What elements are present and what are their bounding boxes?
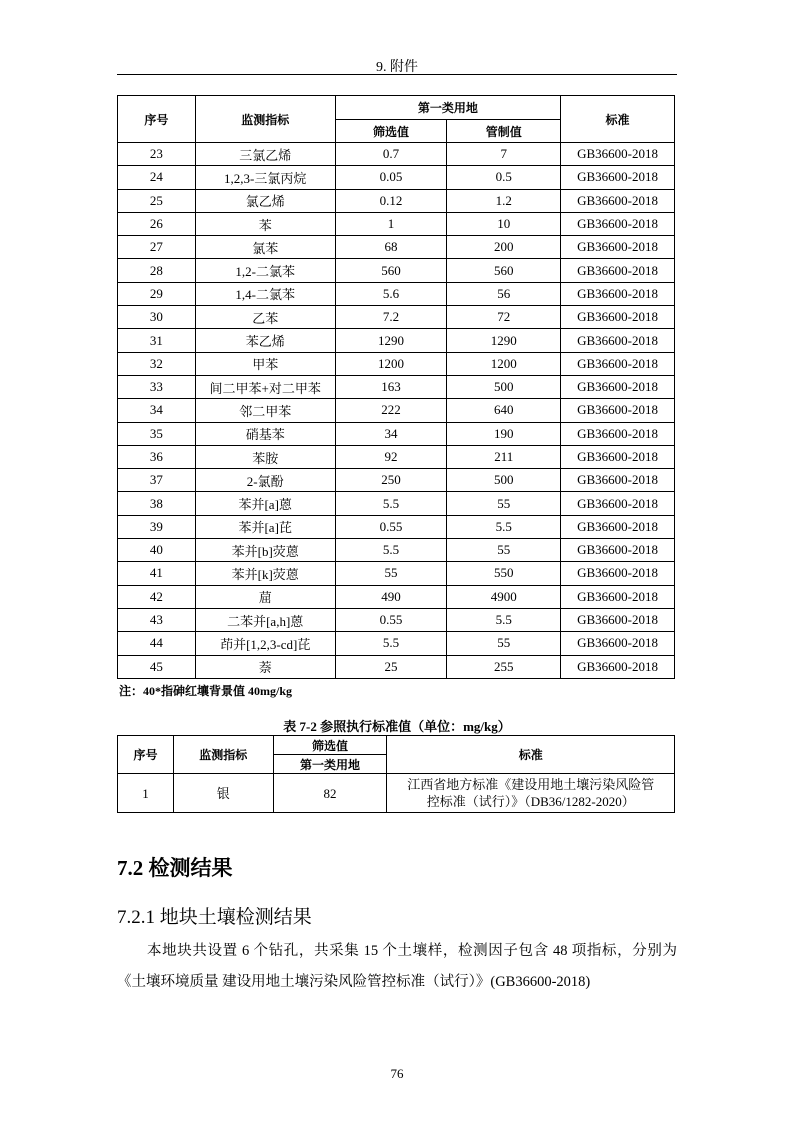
cell-control: 211	[447, 445, 561, 468]
cell-screening: 1	[335, 212, 447, 235]
cell-indicator: 苯胺	[195, 445, 335, 468]
section-title: 7.2 检测结果	[117, 856, 233, 880]
cell-control: 200	[447, 236, 561, 259]
cell-no: 26	[118, 212, 196, 235]
cell-no: 25	[118, 189, 196, 212]
table-row	[118, 352, 675, 375]
cell-control: 255	[447, 655, 561, 678]
cell-control: 5.5	[447, 608, 561, 631]
cell-indicator: 1,4-二氯苯	[195, 282, 335, 305]
table-caption: 表 7-2 参照执行标准值（单位：mg/kg）	[283, 719, 511, 734]
cell-screening: 0.55	[335, 608, 447, 631]
t2-header-indicator: 监测指标	[173, 736, 273, 774]
cell-no: 35	[118, 422, 196, 445]
table-row	[118, 562, 675, 585]
t2-header-land-class: 第一类用地	[273, 755, 387, 774]
cell-control: 56	[447, 282, 561, 305]
table-row	[118, 282, 675, 305]
cell-control: 55	[447, 492, 561, 515]
cell-standard: GB36600-2018	[561, 259, 675, 282]
cell-control: 4900	[447, 585, 561, 608]
cell-standard: GB36600-2018	[561, 539, 675, 562]
cell-standard: GB36600-2018	[561, 236, 675, 259]
cell-no: 37	[118, 469, 196, 492]
table-row	[118, 259, 675, 282]
t2-header-screening: 筛选值	[273, 736, 387, 755]
cell-control: 72	[447, 306, 561, 329]
cell-standard: GB36600-2018	[561, 492, 675, 515]
cell-control: 10	[447, 212, 561, 235]
cell-control: 500	[447, 469, 561, 492]
cell-screening: 5.6	[335, 282, 447, 305]
cell-standard: GB36600-2018	[561, 166, 675, 189]
header-rule	[117, 74, 677, 75]
cell-no: 33	[118, 375, 196, 398]
cell-indicator: 2-氯酚	[195, 469, 335, 492]
cell-indicator: 氯乙烯	[195, 189, 335, 212]
cell-indicator: 䓛	[195, 585, 335, 608]
cell-standard: GB36600-2018	[561, 445, 675, 468]
cell-no: 38	[118, 492, 196, 515]
cell-standard: GB36600-2018	[561, 469, 675, 492]
cell-screening: 25	[335, 655, 447, 678]
cell-indicator: 邻二甲苯	[195, 399, 335, 422]
cell-standard: GB36600-2018	[561, 632, 675, 655]
cell-no: 44	[118, 632, 196, 655]
cell-standard: GB36600-2018	[561, 655, 675, 678]
cell-indicator: 苯并[b]荧蒽	[195, 539, 335, 562]
cell-no: 23	[118, 143, 196, 166]
t2-header-standard: 标准	[387, 736, 675, 774]
cell-screening: 5.5	[335, 632, 447, 655]
cell-standard: GB36600-2018	[561, 422, 675, 445]
cell-no: 45	[118, 655, 196, 678]
cell-no: 43	[118, 608, 196, 631]
cell-screening: 560	[335, 259, 447, 282]
cell-no: 24	[118, 166, 196, 189]
cell-indicator: 二苯并[a,h]蒽	[195, 608, 335, 631]
table-row	[118, 143, 675, 166]
body-paragraph: 本地块共设置 6 个钻孔，共采集 15 个土壤样，检测因子包含 48 项指标，分别为《土壤环境质量 建设用地土壤污染风险管控标准（试行）》(GB36600-2018)	[117, 943, 677, 990]
cell-indicator: 氯苯	[195, 236, 335, 259]
standards-table	[117, 95, 675, 679]
cell-standard: GB36600-2018	[561, 352, 675, 375]
cell-control: 190	[447, 422, 561, 445]
table-row	[118, 189, 675, 212]
cell-screening: 34	[335, 422, 447, 445]
table-row	[118, 774, 675, 813]
cell-screening: 7.2	[335, 306, 447, 329]
table-row	[118, 469, 675, 492]
cell-no: 28	[118, 259, 196, 282]
table-row	[118, 399, 675, 422]
cell-no: 39	[118, 515, 196, 538]
cell-screening: 68	[335, 236, 447, 259]
header-control: 管制值	[447, 120, 561, 143]
cell-indicator: 乙苯	[195, 306, 335, 329]
cell-standard: 江西省地方标准《建设用地土壤污染风险管控标准（试行）》（DB36/1282-2020）	[387, 774, 675, 813]
table-row	[118, 329, 675, 352]
header-standard: 标准	[561, 96, 675, 143]
cell-control: 5.5	[447, 515, 561, 538]
cell-standard: GB36600-2018	[561, 375, 675, 398]
cell-screening: 5.5	[335, 539, 447, 562]
table-note: 注：40*指砷红壤背景值 40mg/kg	[119, 684, 293, 698]
reference-standard-table	[117, 735, 675, 813]
cell-indicator: 苯乙烯	[195, 329, 335, 352]
cell-screening: 250	[335, 469, 447, 492]
cell-no: 31	[118, 329, 196, 352]
table-row	[118, 515, 675, 538]
table-row	[118, 375, 675, 398]
table-row	[118, 166, 675, 189]
cell-screening: 0.05	[335, 166, 447, 189]
cell-indicator: 苯并[k]荧蒽	[195, 562, 335, 585]
t2-header-no: 序号	[118, 736, 174, 774]
cell-indicator: 1,2,3-三氯丙烷	[195, 166, 335, 189]
table-row	[118, 632, 675, 655]
table-row	[118, 236, 675, 259]
cell-screening: 222	[335, 399, 447, 422]
table-row	[118, 655, 675, 678]
cell-screening: 92	[335, 445, 447, 468]
table-row	[118, 422, 675, 445]
cell-no: 36	[118, 445, 196, 468]
cell-control: 1.2	[447, 189, 561, 212]
cell-control: 640	[447, 399, 561, 422]
cell-standard: GB36600-2018	[561, 608, 675, 631]
cell-indicator: 硝基苯	[195, 422, 335, 445]
cell-standard: GB36600-2018	[561, 306, 675, 329]
cell-screening: 0.12	[335, 189, 447, 212]
cell-control: 1290	[447, 329, 561, 352]
cell-indicator: 苯并[a]芘	[195, 515, 335, 538]
cell-indicator: 间二甲苯+对二甲苯	[195, 375, 335, 398]
table-row	[118, 306, 675, 329]
cell-screening: 490	[335, 585, 447, 608]
cell-no: 41	[118, 562, 196, 585]
table-row	[118, 492, 675, 515]
cell-control: 7	[447, 143, 561, 166]
cell-standard: GB36600-2018	[561, 329, 675, 352]
cell-screening: 1290	[335, 329, 447, 352]
cell-no: 27	[118, 236, 196, 259]
cell-standard: GB36600-2018	[561, 282, 675, 305]
cell-control: 1200	[447, 352, 561, 375]
cell-screening: 82	[273, 774, 387, 813]
cell-standard: GB36600-2018	[561, 212, 675, 235]
cell-screening: 0.55	[335, 515, 447, 538]
cell-no: 30	[118, 306, 196, 329]
header-land-class: 第一类用地	[335, 96, 561, 120]
cell-standard: GB36600-2018	[561, 515, 675, 538]
cell-standard: GB36600-2018	[561, 189, 675, 212]
cell-standard: GB36600-2018	[561, 562, 675, 585]
cell-indicator: 茚并[1,2,3-cd]芘	[195, 632, 335, 655]
cell-no: 42	[118, 585, 196, 608]
table-row	[118, 608, 675, 631]
cell-control: 550	[447, 562, 561, 585]
cell-indicator: 甲苯	[195, 352, 335, 375]
cell-screening: 5.5	[335, 492, 447, 515]
cell-control: 500	[447, 375, 561, 398]
table-row	[118, 212, 675, 235]
cell-control: 55	[447, 539, 561, 562]
cell-indicator: 苯	[195, 212, 335, 235]
header-indicator: 监测指标	[195, 96, 335, 143]
cell-screening: 163	[335, 375, 447, 398]
cell-indicator: 苯并[a]蒽	[195, 492, 335, 515]
cell-indicator: 萘	[195, 655, 335, 678]
cell-screening: 0.7	[335, 143, 447, 166]
cell-indicator: 三氯乙烯	[195, 143, 335, 166]
cell-screening: 1200	[335, 352, 447, 375]
table-row	[118, 539, 675, 562]
cell-standard: GB36600-2018	[561, 399, 675, 422]
cell-no: 34	[118, 399, 196, 422]
cell-control: 560	[447, 259, 561, 282]
page-number: 76	[390, 1066, 404, 1081]
header-screening: 筛选值	[335, 120, 447, 143]
cell-no: 32	[118, 352, 196, 375]
cell-indicator: 银	[173, 774, 273, 813]
cell-no: 40	[118, 539, 196, 562]
header-no: 序号	[118, 96, 196, 143]
cell-no: 1	[118, 774, 174, 813]
running-header: 9. 附件	[376, 60, 418, 75]
cell-control: 55	[447, 632, 561, 655]
cell-standard: GB36600-2018	[561, 143, 675, 166]
cell-no: 29	[118, 282, 196, 305]
table-row	[118, 585, 675, 608]
subsection-title: 7.2.1 地块土壤检测结果	[117, 907, 312, 928]
cell-control: 0.5	[447, 166, 561, 189]
cell-indicator: 1,2-二氯苯	[195, 259, 335, 282]
table-row	[118, 445, 675, 468]
cell-screening: 55	[335, 562, 447, 585]
cell-standard: GB36600-2018	[561, 585, 675, 608]
